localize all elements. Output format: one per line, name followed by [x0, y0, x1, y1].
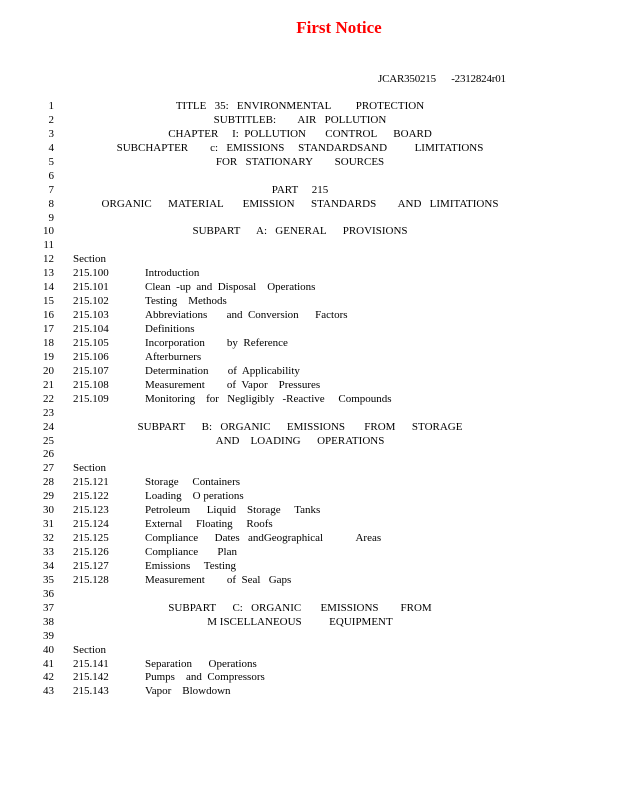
section-title: Afterburners — [145, 350, 202, 363]
document-line — [0, 309, 618, 323]
line-number: 36 — [43, 587, 54, 600]
section-number: 215.125 — [73, 532, 109, 545]
section-title: Measurement of Vapor Pressures — [145, 378, 321, 391]
line-number: 39 — [43, 629, 54, 642]
document-line — [0, 142, 618, 156]
document-line — [0, 671, 618, 685]
line-number: 5 — [48, 155, 54, 168]
line-number: 40 — [43, 643, 54, 656]
section-number: 215.105 — [73, 336, 109, 349]
document-line — [0, 504, 618, 518]
document-line — [0, 685, 618, 699]
document-line — [0, 156, 618, 170]
section-title: Monitoring for Negligibly -Reactive Compounds — [145, 392, 392, 405]
section-number: 215.126 — [73, 546, 109, 558]
document-line — [0, 100, 618, 114]
line-number: 18 — [43, 336, 54, 349]
line-number: 31 — [43, 518, 54, 531]
section-title: Incorporation by Reference — [145, 336, 288, 349]
section-number: 215.142 — [73, 671, 109, 684]
section-title: Measurement of Seal Gaps — [145, 573, 292, 586]
document-line — [0, 393, 618, 407]
heading-text: AND LOADING OPERATIONS — [215, 434, 385, 447]
line-number: 21 — [43, 378, 54, 391]
section-number: 215.103 — [73, 309, 109, 322]
section-title: Clean -up and Disposal Operations — [145, 281, 316, 294]
document-line — [0, 435, 618, 449]
section-number: Section — [73, 253, 106, 266]
line-number: 19 — [43, 350, 54, 363]
line-number: 13 — [43, 267, 54, 280]
section-number: 215.127 — [73, 559, 109, 572]
section-title: Emissions Testing — [145, 559, 237, 572]
section-title: Testing Methods — [145, 295, 227, 308]
document-line — [0, 351, 618, 365]
document-line — [0, 267, 618, 281]
document-line — [0, 518, 618, 532]
document-line — [0, 365, 618, 379]
heading-text: FOR STATIONARY SOURCES — [215, 155, 385, 168]
line-number: 4 — [48, 141, 54, 154]
line-number: 9 — [48, 211, 54, 224]
document-line — [0, 644, 618, 658]
line-number: 17 — [43, 323, 54, 335]
section-title: Storage Containers — [145, 476, 241, 489]
section-title: Definitions — [145, 323, 195, 335]
line-number: 14 — [43, 281, 54, 294]
document-line — [0, 379, 618, 393]
section-title: Compliance Dates andGeographical Areas — [145, 532, 382, 545]
document-line — [0, 421, 618, 435]
document-line — [0, 448, 618, 462]
heading-text: SUBPART B: ORGANIC EMISSIONS FROM STORAGE — [137, 420, 463, 433]
document-line — [0, 225, 618, 239]
document-line — [0, 212, 618, 226]
line-number: 20 — [43, 364, 54, 377]
section-number: 215.108 — [73, 378, 109, 391]
line-number: 8 — [48, 197, 54, 210]
section-number: 215.101 — [73, 281, 109, 294]
heading-text: ORGANIC MATERIAL EMISSION STANDARDS AND LIMITATIONS — [101, 197, 499, 210]
line-number: 12 — [43, 253, 54, 266]
line-number: 22 — [43, 392, 54, 405]
section-number: Section — [73, 643, 106, 656]
notice-title: First Notice — [296, 18, 382, 37]
heading-text: TITLE 35: ENVIRONMENTAL PROTECTION — [175, 100, 425, 112]
line-number: 25 — [43, 434, 54, 447]
section-title: External Floating Roofs — [145, 518, 273, 531]
line-number: 3 — [48, 127, 54, 140]
document-line — [0, 602, 618, 616]
line-number: 35 — [43, 573, 54, 586]
section-number: 215.109 — [73, 392, 109, 405]
document-line — [0, 588, 618, 602]
line-number: 43 — [43, 685, 54, 698]
line-number: 7 — [48, 183, 54, 196]
document-line — [0, 490, 618, 504]
line-number: 29 — [43, 490, 54, 503]
document-line — [0, 616, 618, 630]
line-number: 16 — [43, 309, 54, 322]
document-line — [0, 407, 618, 421]
heading-text: PART 215 — [271, 183, 329, 196]
section-number: 215.100 — [73, 267, 109, 280]
heading-text: SUBCHAPTER c: EMISSIONS STANDARDSAND LIMITATIONS — [116, 141, 484, 154]
section-title: Determination of Applicability — [145, 364, 300, 377]
line-number: 2 — [48, 113, 54, 126]
section-title: Pumps and Compressors — [145, 671, 265, 684]
section-number: 215.102 — [73, 295, 109, 308]
section-number: 215.143 — [73, 685, 109, 698]
heading-text: M ISCELLANEOUS EQUIPMENT — [207, 615, 393, 628]
document-line — [0, 253, 618, 267]
section-number: 215.128 — [73, 573, 109, 586]
line-number: 30 — [43, 504, 54, 517]
document-line — [0, 476, 618, 490]
line-number: 11 — [43, 239, 54, 252]
line-number: 24 — [43, 420, 54, 433]
line-number: 27 — [43, 462, 54, 475]
section-title: Compliance Plan — [145, 546, 237, 558]
document-code: JCAR350215 -2312824r01 — [378, 73, 506, 85]
section-number: 215.107 — [73, 364, 109, 377]
line-number: 41 — [43, 657, 54, 670]
line-number: 26 — [43, 448, 54, 461]
document-line — [0, 337, 618, 351]
line-number: 34 — [43, 559, 54, 572]
heading-text: SUBTITLEB: AIR POLLUTION — [213, 113, 387, 126]
line-number: 6 — [48, 169, 54, 182]
line-number: 15 — [43, 295, 54, 308]
document-line — [0, 281, 618, 295]
numbered-document-body — [0, 100, 618, 699]
section-number: 215.123 — [73, 504, 109, 517]
section-number: 215.122 — [73, 490, 109, 503]
line-number: 28 — [43, 476, 54, 489]
document-line — [0, 170, 618, 184]
section-title: Separation Operations — [145, 657, 257, 670]
section-number: 215.121 — [73, 476, 109, 489]
document-line — [0, 658, 618, 672]
document-line — [0, 560, 618, 574]
document-line — [0, 184, 618, 198]
document-line — [0, 630, 618, 644]
line-number: 1 — [48, 100, 54, 112]
line-number: 42 — [43, 671, 54, 684]
section-title: Loading O perations — [145, 490, 244, 503]
line-number: 10 — [43, 225, 54, 238]
section-number: 215.106 — [73, 350, 109, 363]
section-number: Section — [73, 462, 106, 475]
document-line — [0, 462, 618, 476]
line-number: 37 — [43, 601, 54, 614]
section-title: Petroleum Liquid Storage Tanks — [145, 504, 321, 517]
section-title: Abbreviations and Conversion Factors — [145, 309, 348, 322]
document-line — [0, 128, 618, 142]
document-line — [0, 546, 618, 560]
section-number: 215.141 — [73, 657, 109, 670]
line-number: 33 — [43, 546, 54, 558]
document-line — [0, 239, 618, 253]
section-title: Vapor Blowdown — [145, 685, 231, 698]
line-number: 32 — [43, 532, 54, 545]
line-number: 38 — [43, 615, 54, 628]
document-line — [0, 198, 618, 212]
section-number: 215.124 — [73, 518, 109, 531]
document-line — [0, 323, 618, 337]
document-line — [0, 574, 618, 588]
document-line — [0, 295, 618, 309]
line-number: 23 — [43, 406, 54, 419]
document-line — [0, 114, 618, 128]
heading-text: SUBPART A: GENERAL PROVISIONS — [192, 225, 408, 238]
section-number: 215.104 — [73, 323, 109, 335]
section-title: Introduction — [145, 267, 200, 280]
heading-text: CHAPTER I: POLLUTION CONTROL BOARD — [168, 127, 432, 140]
heading-text: SUBPART C: ORGANIC EMISSIONS FROM — [168, 601, 432, 614]
document-line — [0, 532, 618, 546]
